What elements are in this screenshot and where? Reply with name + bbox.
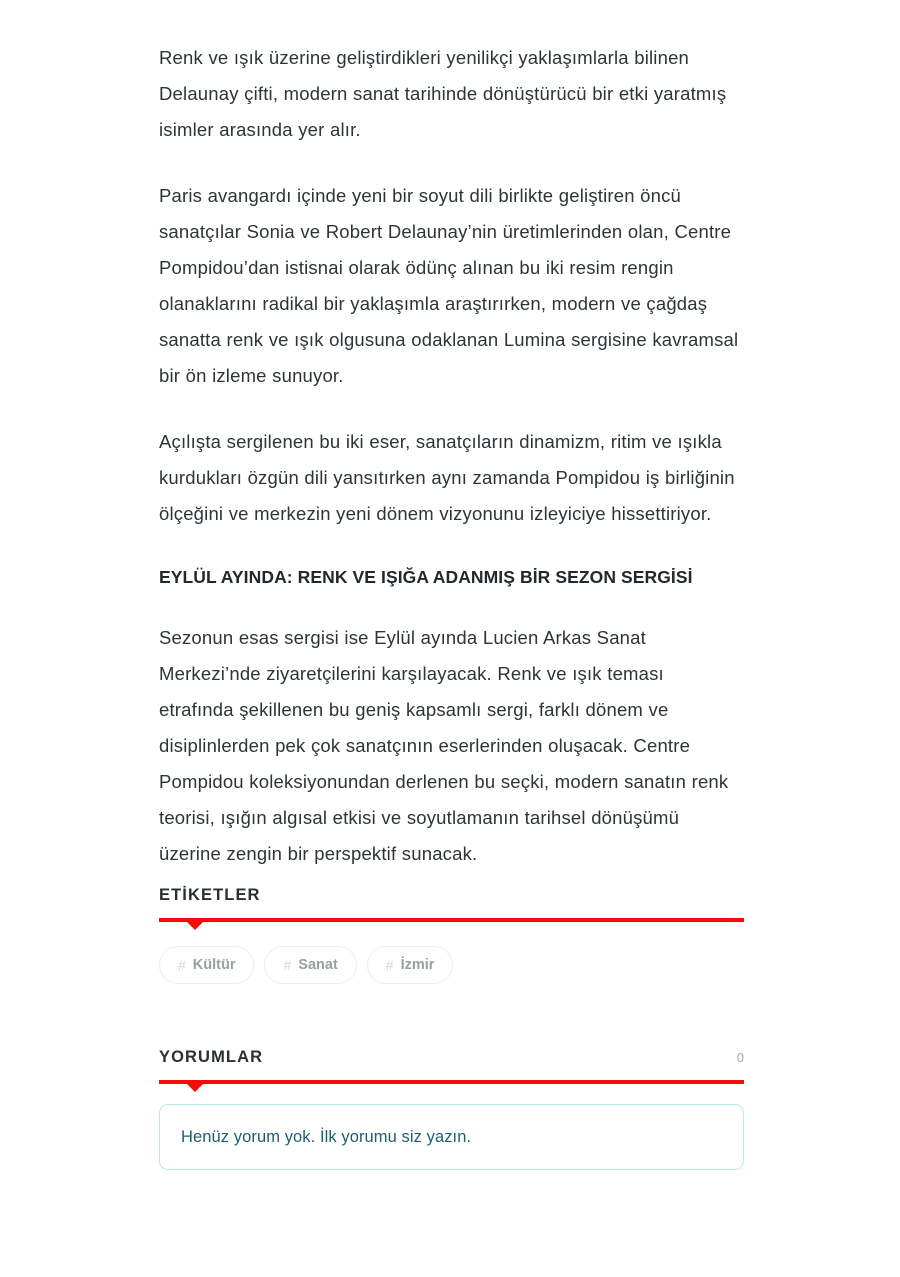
tag-pill[interactable] bbox=[264, 946, 356, 984]
tags-title: ETİKETLER bbox=[159, 886, 261, 904]
tags-section-header bbox=[159, 884, 744, 906]
tag-list bbox=[159, 946, 744, 984]
article-paragraph: Paris avangardı içinde yeni bir soyut dili birlikte geliştiren öncü sanatçılar Sonia ve Robert Delaunay’nin üretimlerinden olan, Centre Pompidou’dan istisnai olarak ödünç alınan bu iki resim rengin olanaklarını radikal bir yaklaşımla araştırırken, modern ve çağdaş sanatta renk ve ışık olgusuna odaklanan Lumina sergisine kavramsal bir ön izleme sunuyor. bbox=[159, 185, 739, 386]
article-body bbox=[159, 0, 744, 872]
tag-label: Kültür bbox=[192, 957, 236, 973]
comments-title: YORUMLAR bbox=[159, 1048, 264, 1066]
comments-section bbox=[159, 1046, 744, 1170]
triangle-pointer-icon bbox=[187, 922, 203, 930]
comments-empty-state[interactable] bbox=[159, 1104, 744, 1170]
comments-empty-message: Henüz yorum yok. İlk yorumu siz yazın. bbox=[181, 1128, 472, 1146]
comments-count: 0 bbox=[736, 1050, 744, 1065]
article-paragraph: Sezonun esas sergisi ise Eylül ayında Lucien Arkas Sanat Merkezi’nde ziyaretçilerini karşılayacak. Renk ve ışık teması etrafında şekillenen bu geniş kapsamlı sergi, farklı dönem ve disiplinlerden pek çok sanatçının eserlerinden oluşacak. Centre Pompidou koleksiyonundan derlenen bu seçki, modern sanatın renk teorisi, ışığın algısal etkisi ve soyutlamanın tarihsel dönüşümü üzerine zengin bir perspektif sunacak. bbox=[159, 627, 729, 864]
tag-label: Sanat bbox=[298, 957, 338, 973]
article-paragraph: Açılışta sergilenen bu iki eser, sanatçıların dinamizm, ritim ve ışıkla kurdukları özgün dili yansıtırken aynı zamanda Pompidou iş birliğinin ölçeğini ve merkezin yeni dönem vizyonunu izleyiciye hissettiriyor. bbox=[159, 431, 735, 524]
hash-icon: # bbox=[178, 957, 186, 973]
comments-accent-rule bbox=[159, 1080, 744, 1084]
tags-section bbox=[159, 884, 744, 984]
tag-pill[interactable] bbox=[367, 946, 454, 984]
tag-pill[interactable] bbox=[159, 946, 254, 984]
comments-section-header bbox=[159, 1046, 744, 1068]
hash-icon: # bbox=[385, 957, 394, 973]
content-column bbox=[159, 0, 744, 1146]
hash-icon: # bbox=[283, 957, 292, 973]
article-paragraph: Renk ve ışık üzerine geliştirdikleri yenilikçi yaklaşımlarla bilinen Delaunay çifti, modern sanat tarihinde dönüştürücü bir etki yaratmış isimler arasında yer alır. bbox=[159, 47, 727, 140]
tags-accent-rule bbox=[159, 918, 744, 922]
article-sub-heading: EYLÜL AYINDA: RENK VE IŞIĞA ADANMIŞ BİR SEZON SERGİSİ bbox=[159, 567, 693, 587]
triangle-pointer-icon bbox=[187, 1084, 203, 1092]
tag-label: İzmir bbox=[400, 957, 435, 973]
